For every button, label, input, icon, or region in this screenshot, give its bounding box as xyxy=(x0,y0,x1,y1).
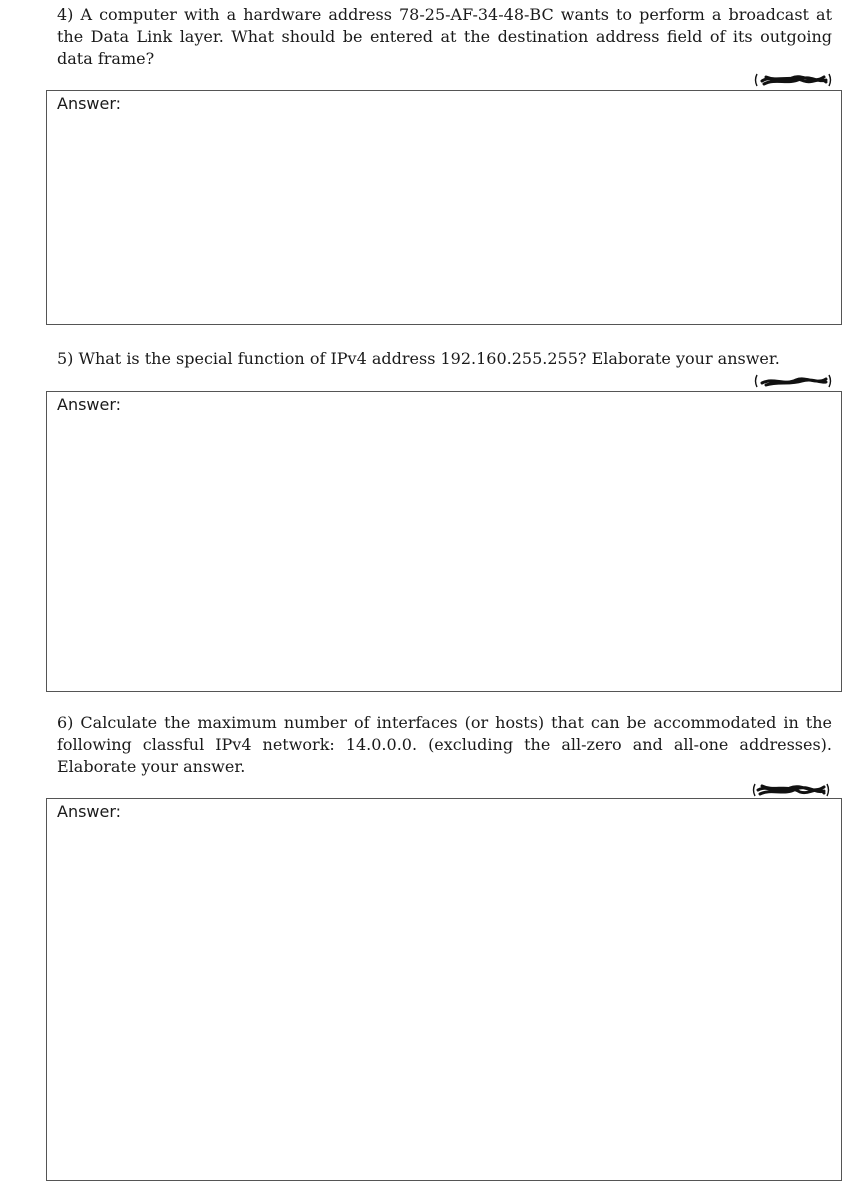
redacted-marks-scribble xyxy=(752,782,830,798)
question-5-text: 5) What is the special function of IPv4 address 192.160.255.255? Elaborate your answer. xyxy=(57,349,780,368)
answer-box-4[interactable] xyxy=(46,90,842,325)
answer-label: Answer: xyxy=(57,802,122,821)
answer-box-6[interactable] xyxy=(46,798,842,1181)
question-4-text: 4) A computer with a hardware address 78-25-AF-34-48-BC wants to perform a broadcast at the Data Link layer. What should be entered at the destination address field of its outgoing data frame? xyxy=(57,5,832,68)
redacted-marks-scribble xyxy=(754,373,832,389)
answer-label: Answer: xyxy=(57,395,122,414)
answer-label: Answer: xyxy=(57,94,122,113)
redacted-marks-scribble xyxy=(754,72,832,88)
question-6-text: 6) Calculate the maximum number of interfaces (or hosts) that can be accommodated in the following classful IPv4 network: 14.0.0.0. (excluding the all-zero and all-one addresses). Elaborate your answer. xyxy=(57,713,832,776)
answer-box-5[interactable] xyxy=(46,391,842,692)
